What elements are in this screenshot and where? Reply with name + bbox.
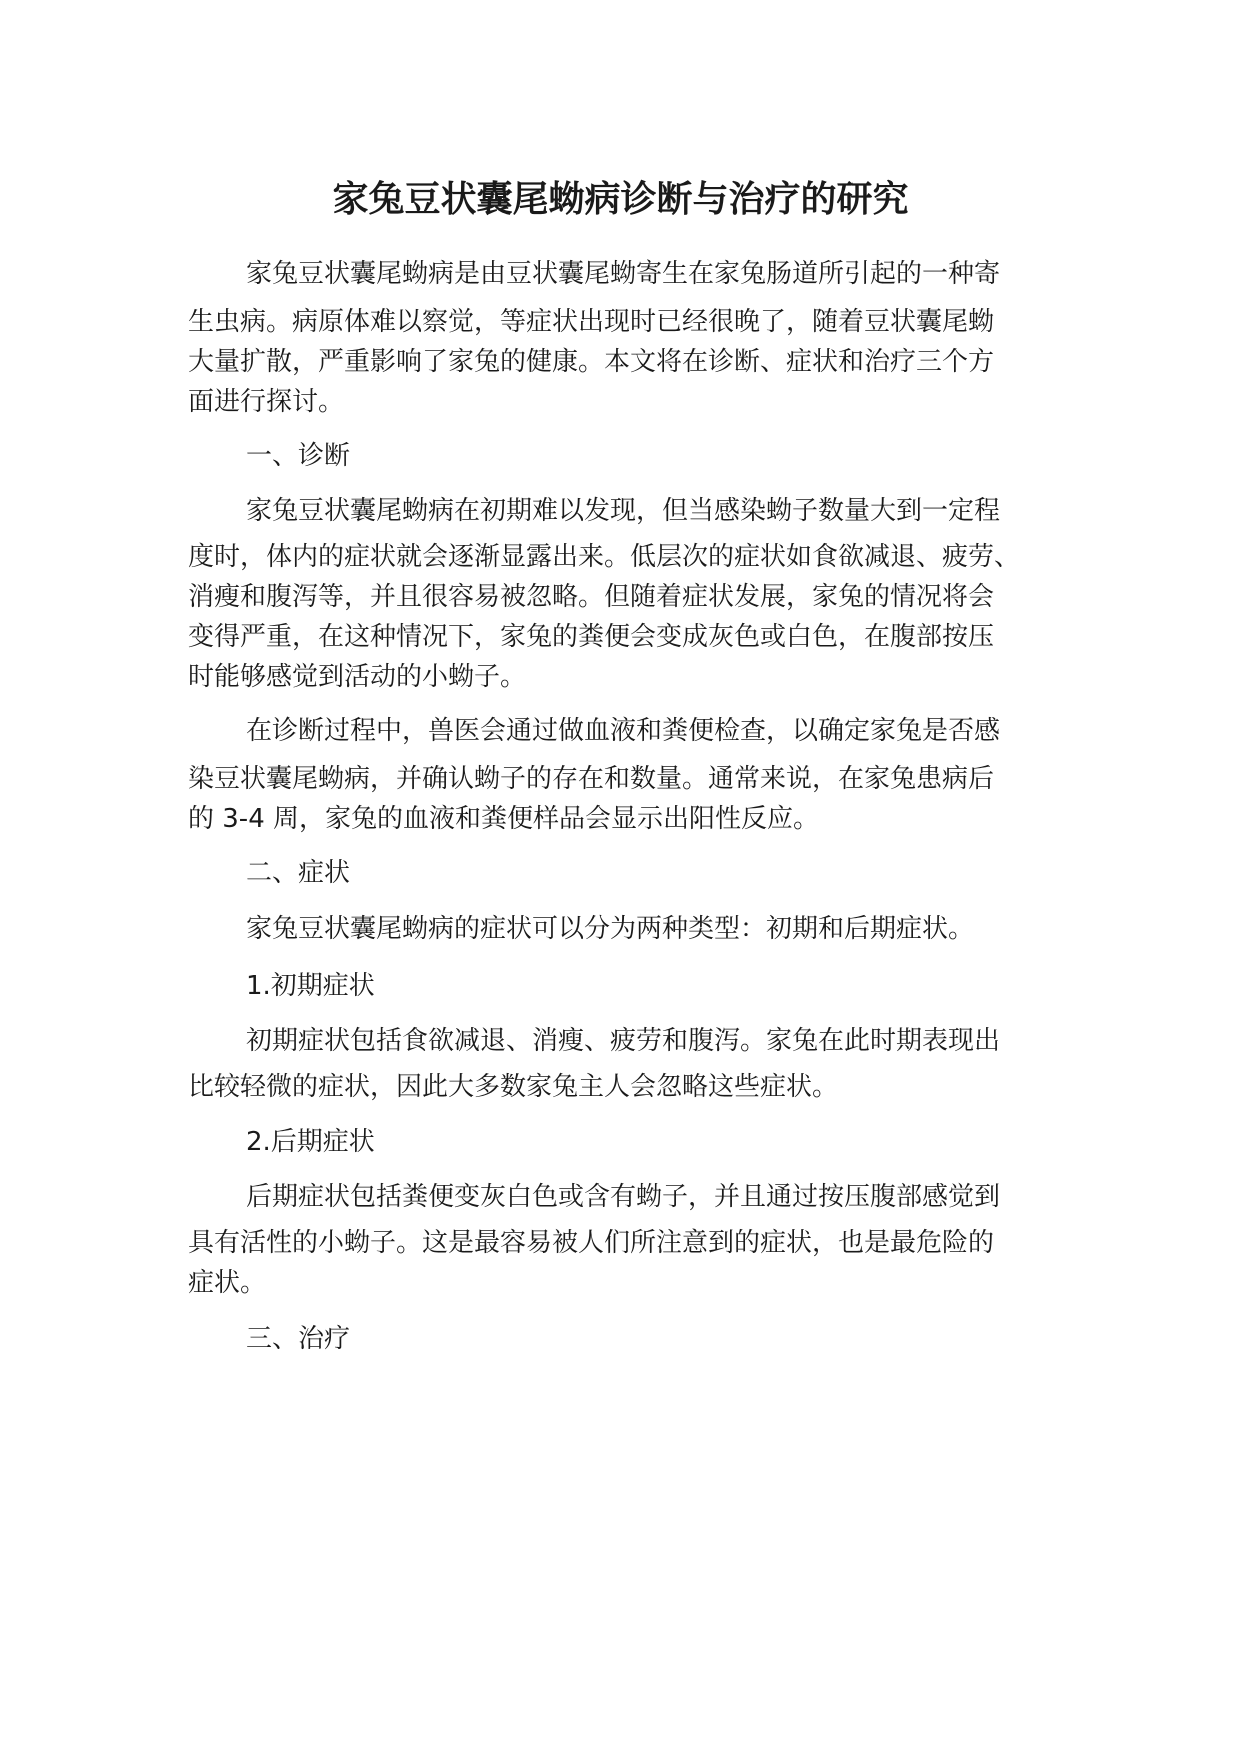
diagnosis-p1-line-3: 消瘦和腹泻等，并且很容易被忽略。但随着症状发展，家兔的情况将会 xyxy=(188,582,995,612)
diagnosis-p2-line-2: 染豆状囊尾蚴病，并确认蚴子的存在和数量。通常来说，在家兔患病后 xyxy=(188,764,995,794)
section-heading-symptoms: 二、症状 xyxy=(246,858,351,888)
intro-line-2: 生虫病。病原体难以察觉，等症状出现时已经很晚了，随着豆状囊尾蚴 xyxy=(188,307,995,337)
early-symptoms-heading: 1.初期症状 xyxy=(246,971,375,1001)
intro-line-4: 面进行探讨。 xyxy=(188,387,345,417)
early-symptoms-line-1: 初期症状包括食欲减退、消瘦、疲劳和腹泻。家兔在此时期表现出 xyxy=(246,1026,1001,1056)
intro-line-1: 家兔豆状囊尾蚴病是由豆状囊尾蚴寄生在家兔肠道所引起的一种寄 xyxy=(246,259,1001,289)
late-symptoms-line-1: 后期症状包括粪便变灰白色或含有蚴子，并且通过按压腹部感觉到 xyxy=(246,1182,1001,1212)
section-heading-diagnosis: 一、诊断 xyxy=(246,441,351,471)
intro-line-3: 大量扩散，严重影响了家兔的健康。本文将在诊断、症状和治疗三个方 xyxy=(188,347,995,377)
diagnosis-p1-line-5: 时能够感觉到活动的小蚴子。 xyxy=(188,662,527,692)
diagnosis-p1-line-1: 家兔豆状囊尾蚴病在初期难以发现，但当感染蚴子数量大到一定程 xyxy=(246,496,1001,526)
diagnosis-p2-line-3: 的 3-4 周，家兔的血液和粪便样品会显示出阳性反应。 xyxy=(188,804,819,834)
late-symptoms-line-3: 症状。 xyxy=(188,1268,267,1298)
late-symptoms-line-2: 具有活性的小蚴子。这是最容易被人们所注意到的症状，也是最危险的 xyxy=(188,1228,995,1258)
late-symptoms-heading: 2.后期症状 xyxy=(246,1127,375,1157)
diagnosis-p1-line-2: 度时，体内的症状就会逐渐显露出来。低层次的症状如食欲减退、疲劳、 xyxy=(188,542,1021,572)
section-heading-treatment: 三、治疗 xyxy=(246,1324,351,1354)
diagnosis-p2-line-1: 在诊断过程中，兽医会通过做血液和粪便检查，以确定家兔是否感 xyxy=(246,716,1001,746)
document-title: 家兔豆状囊尾蚴病诊断与治疗的研究 xyxy=(332,179,909,220)
symptoms-intro: 家兔豆状囊尾蚴病的症状可以分为两种类型：初期和后期症状。 xyxy=(246,914,975,944)
early-symptoms-line-2: 比较轻微的症状，因此大多数家兔主人会忽略这些症状。 xyxy=(188,1072,839,1102)
diagnosis-p1-line-4: 变得严重，在这种情况下，家兔的粪便会变成灰色或白色，在腹部按压 xyxy=(188,622,995,652)
